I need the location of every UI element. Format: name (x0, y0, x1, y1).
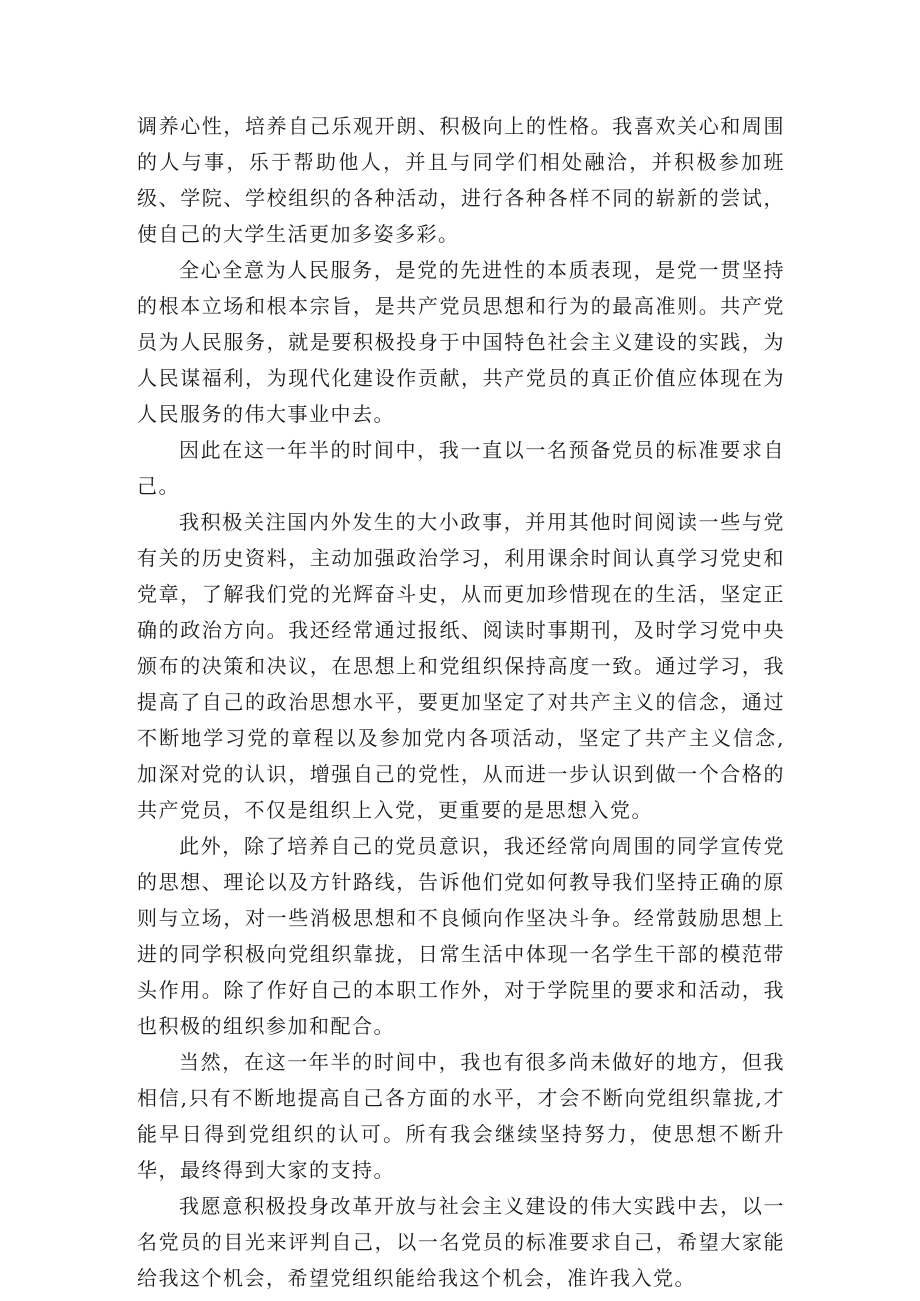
document-body (137, 108, 785, 1296)
paragraph-1: 调养心性，培养自己乐观开朗、积极向上的性格。我喜欢关心和周围的人与事，乐于帮助他人，并且与同学们相处融洽，并积极参加班级、学院、学校组织的各种活动，进行各种各样不同的崭新的尝试，使自己的大学生活更加多姿多彩。 (137, 114, 785, 246)
paragraph-7: 我愿意积极投身改革开放与社会主义建设的伟大实践中去，以一名党员的目光来评判自己，以一名党员的标准要求自己，希望大家能给我这个机会，希望党组织能给我这个机会，准许我入党。 (137, 1194, 785, 1290)
paragraph-5: 此外，除了培养自己的党员意识，我还经常向周围的同学宣传党的思想、理论以及方针路线，告诉他们党如何教导我们坚持正确的原则与立场，对一些消极思想和不良倾向作坚决斗争。经常鼓励思想上进的同学积极向党组织靠拢，日常生活中体现一名学生干部的模范带头作用。除了作好自己的本职工作外，对于学院里的要求和活动，我也积极的组织参加和配合。 (137, 834, 785, 1038)
paragraph-4: 我积极关注国内外发生的大小政事，并用其他时间阅读一些与党有关的历史资料，主动加强政治学习，利用课余时间认真学习党史和党章，了解我们党的光辉奋斗史，从而更加珍惜现在的生活，坚定正确的政治方向。我还经常通过报纸、阅读时事期刊，及时学习党中央颁布的决策和决议，在思想上和党组织保持高度一致。通过学习，我提高了自己的政治思想水平，要更加坚定了对共产主义的信念，通过不断地学习党的章程以及参加党内各项活动，坚定了共产主义信念,加深对党的认识，增强自己的党性，从而进一步认识到做一个合格的共产党员，不仅是组织上入党，更重要的是思想入党。 (137, 510, 785, 822)
paragraph-6: 当然，在这一年半的时间中，我也有很多尚未做好的地方，但我相信,只有不断地提高自己各方面的水平，才会不断向党组织靠拢,才能早日得到党组织的认可。所有我会继续坚持努力，使思想不断升华，最终得到大家的支持。 (137, 1050, 785, 1182)
paragraph-3: 因此在这一年半的时间中，我一直以一名预备党员的标准要求自己。 (137, 438, 785, 498)
paragraph-2: 全心全意为人民服务，是党的先进性的本质表现，是党一贯坚持的根本立场和根本宗旨，是共产党员思想和行为的最高准则。共产党员为人民服务，就是要积极投身于中国特色社会主义建设的实践，为人民谋福利，为现代化建设作贡献，共产党员的真正价值应体现在为人民服务的伟大事业中去。 (137, 258, 785, 426)
